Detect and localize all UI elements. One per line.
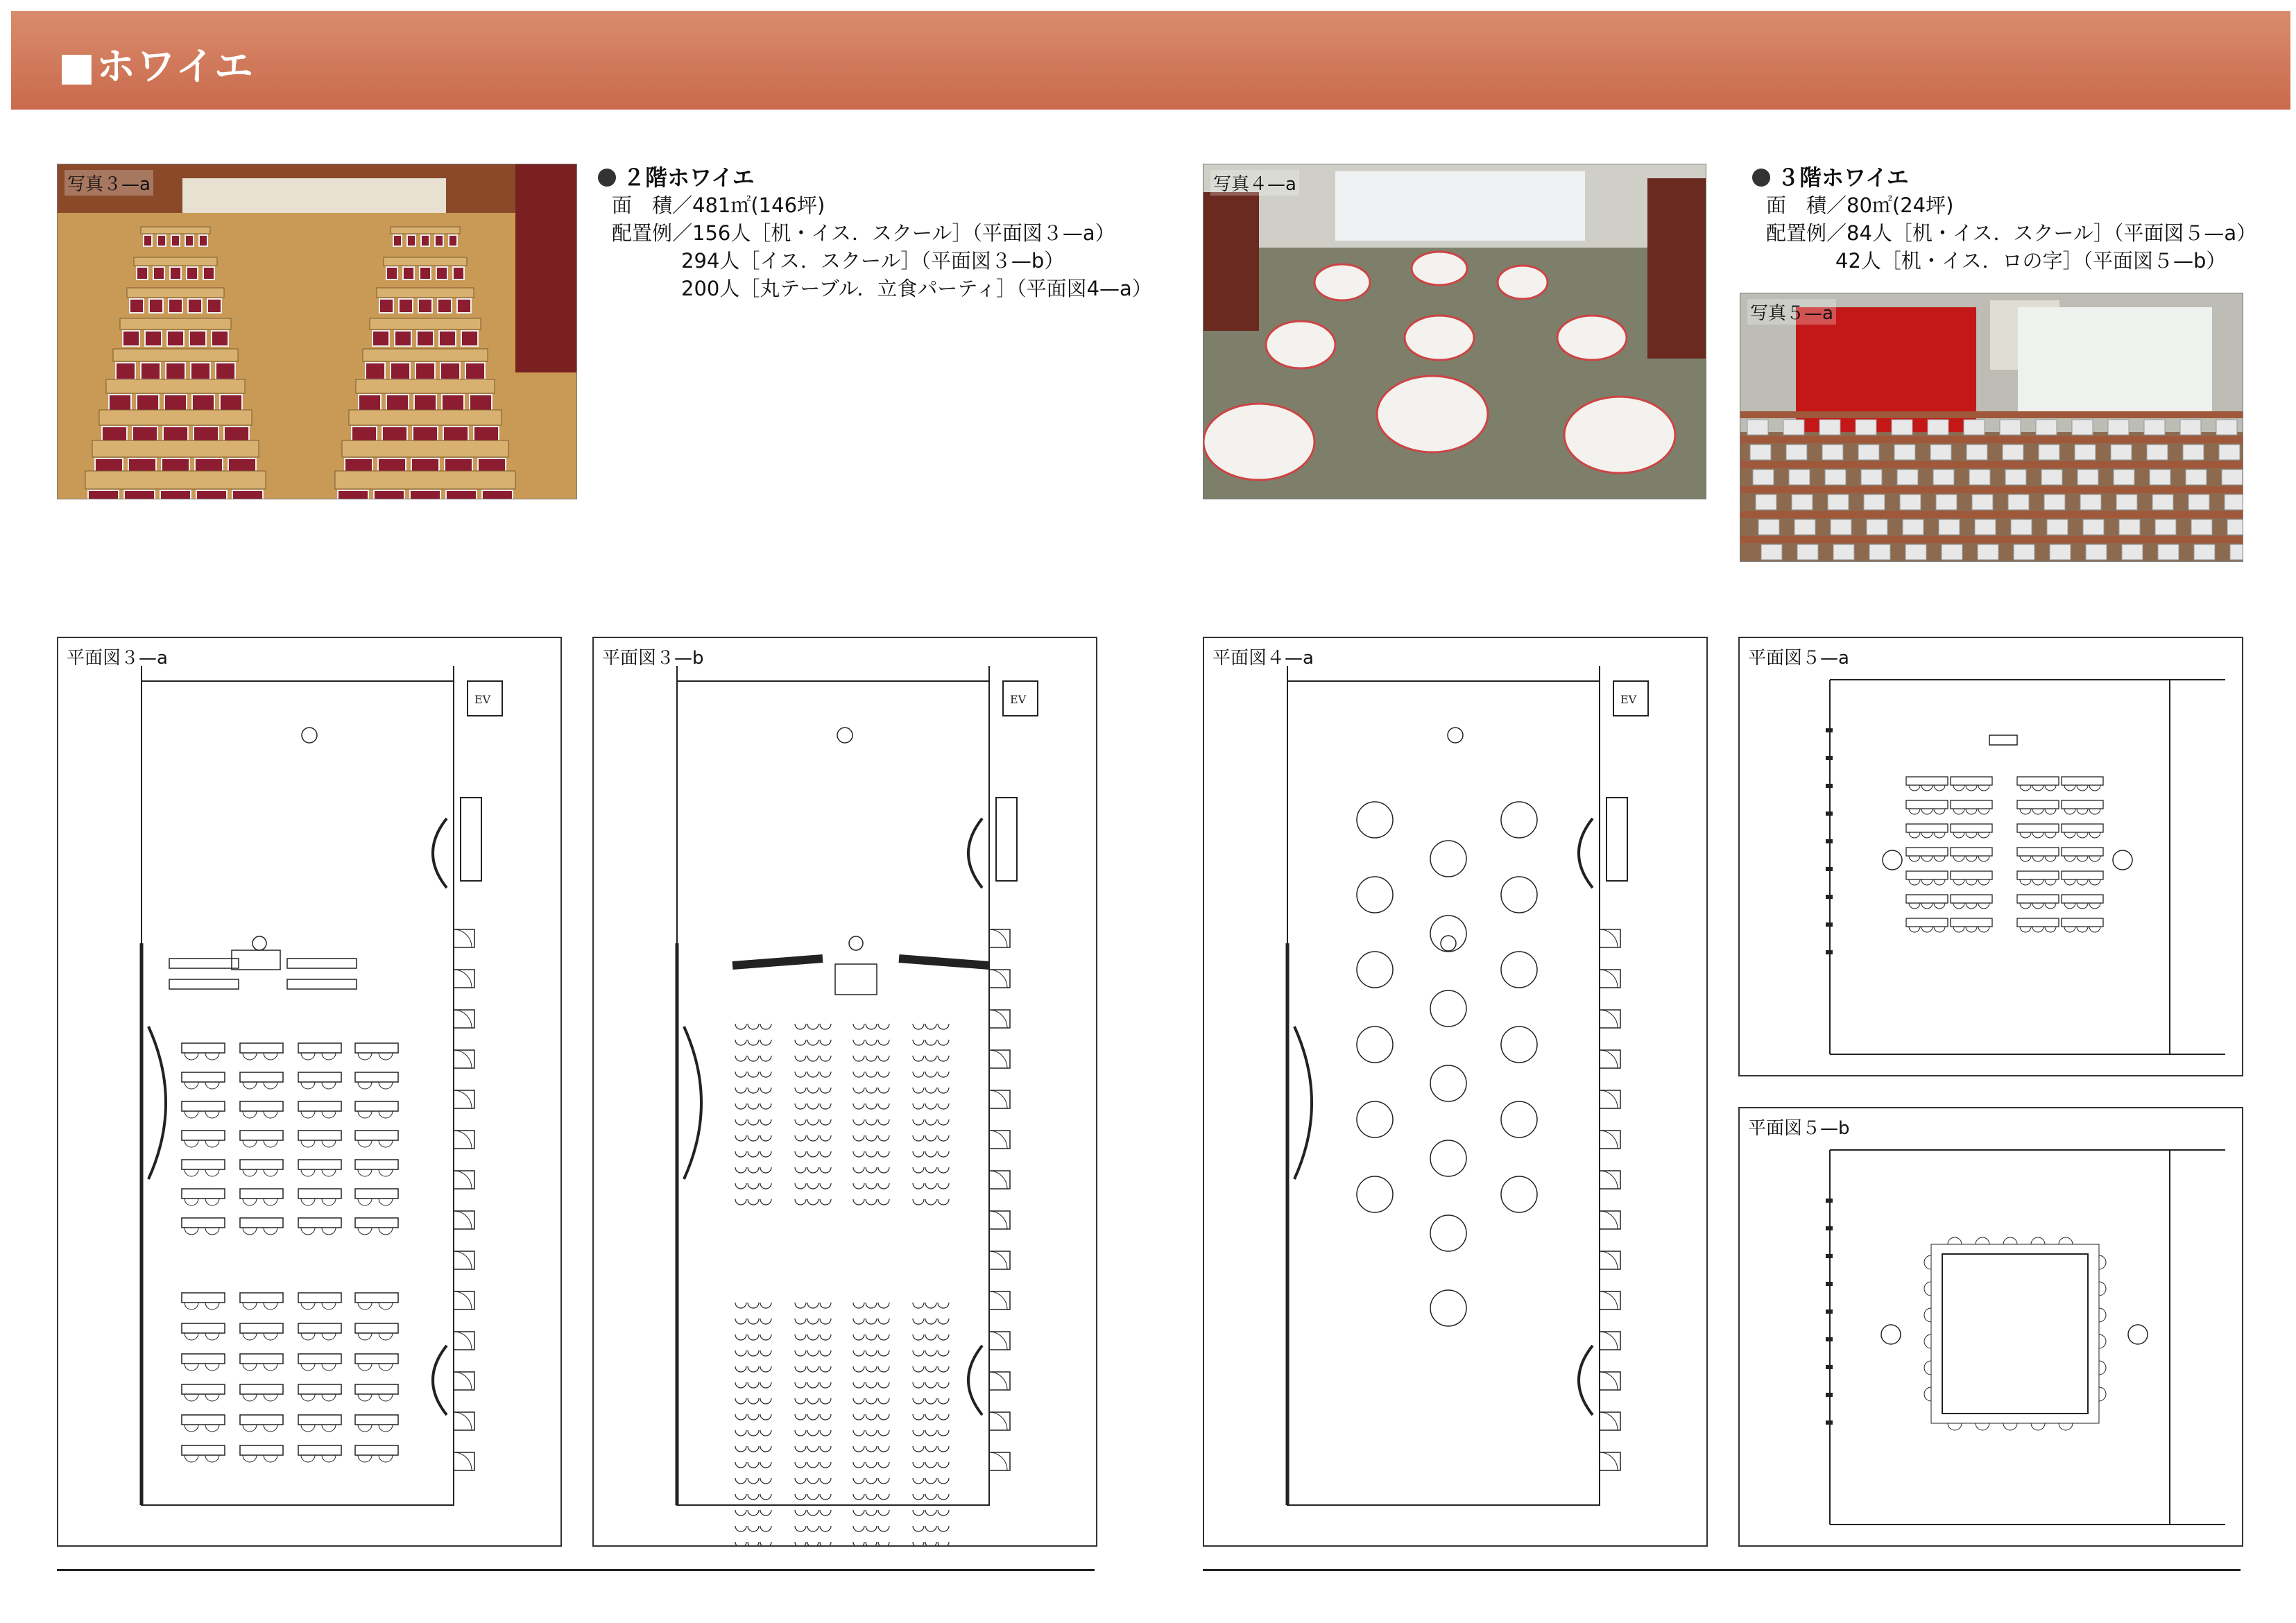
floor3-area: 面 積／80㎡(24坪) — [1766, 194, 1954, 217]
plan-3a — [57, 637, 562, 1547]
floor2-area: 面 積／481㎡(146坪) — [612, 194, 825, 217]
floor2-layout-3: 200人［丸テーブル．立食パーティ］（平面図4—a） — [681, 277, 1152, 300]
floor2-info — [598, 164, 1152, 302]
photo-3a — [57, 164, 577, 499]
plan-5a-caption: 平面図５—a — [1748, 648, 1849, 669]
plan-5b-caption: 平面図５—b — [1748, 1118, 1850, 1139]
svg-text:EV: EV — [1010, 693, 1027, 706]
plan-3a-caption: 平面図３—a — [67, 648, 168, 669]
plan-4a — [1203, 637, 1708, 1547]
photo-5a — [1740, 293, 2243, 562]
bullet-icon — [1752, 169, 1770, 187]
svg-text:EV: EV — [1620, 693, 1637, 706]
plan-3b-drawing — [594, 638, 1096, 1545]
plan-5a — [1738, 637, 2243, 1076]
plan-5b-drawing — [1740, 1108, 2242, 1545]
floor3-layout-2: 42人［机・イス．ロの字］（平面図５—b） — [1835, 249, 2227, 273]
photo-3a-caption: 写真３—a — [65, 170, 153, 196]
page-title: ■ホワイエ — [58, 44, 255, 89]
plan-4a-drawing — [1204, 638, 1706, 1545]
floor3-layout-1: 配置例／84人［机・イス．スクール］（平面図５—a） — [1766, 221, 2257, 245]
footer-rule-left — [57, 1569, 1095, 1571]
svg-text:EV: EV — [474, 693, 491, 706]
photo-3a-image — [58, 164, 576, 499]
floor2-heading: ２階ホワイエ — [623, 164, 755, 191]
plan-4a-caption: 平面図４—a — [1213, 648, 1314, 669]
header-banner — [11, 11, 2290, 110]
photo-4a-caption: 写真４—a — [1210, 170, 1299, 196]
plan-5b — [1738, 1107, 2243, 1547]
floor2-layout-2: 294人［イス．スクール］（平面図３—b） — [681, 249, 1065, 273]
plan-3a-drawing — [58, 638, 560, 1545]
plan-5a-drawing — [1740, 638, 2242, 1075]
floor2-layout-1: 配置例／156人［机・イス．スクール］（平面図３—a） — [612, 221, 1115, 245]
photo-4a — [1203, 164, 1706, 499]
footer-rule-right — [1203, 1569, 2241, 1571]
bullet-icon — [598, 169, 616, 187]
photo-5a-caption: 写真５—a — [1747, 299, 1836, 325]
floor3-info — [1752, 164, 2256, 275]
photo-5a-image — [1740, 293, 2243, 561]
plan-3b-caption: 平面図３—b — [602, 648, 704, 669]
plan-3b — [592, 637, 1097, 1547]
floor3-heading: ３階ホワイエ — [1777, 164, 1909, 191]
photo-4a-image — [1203, 164, 1706, 499]
